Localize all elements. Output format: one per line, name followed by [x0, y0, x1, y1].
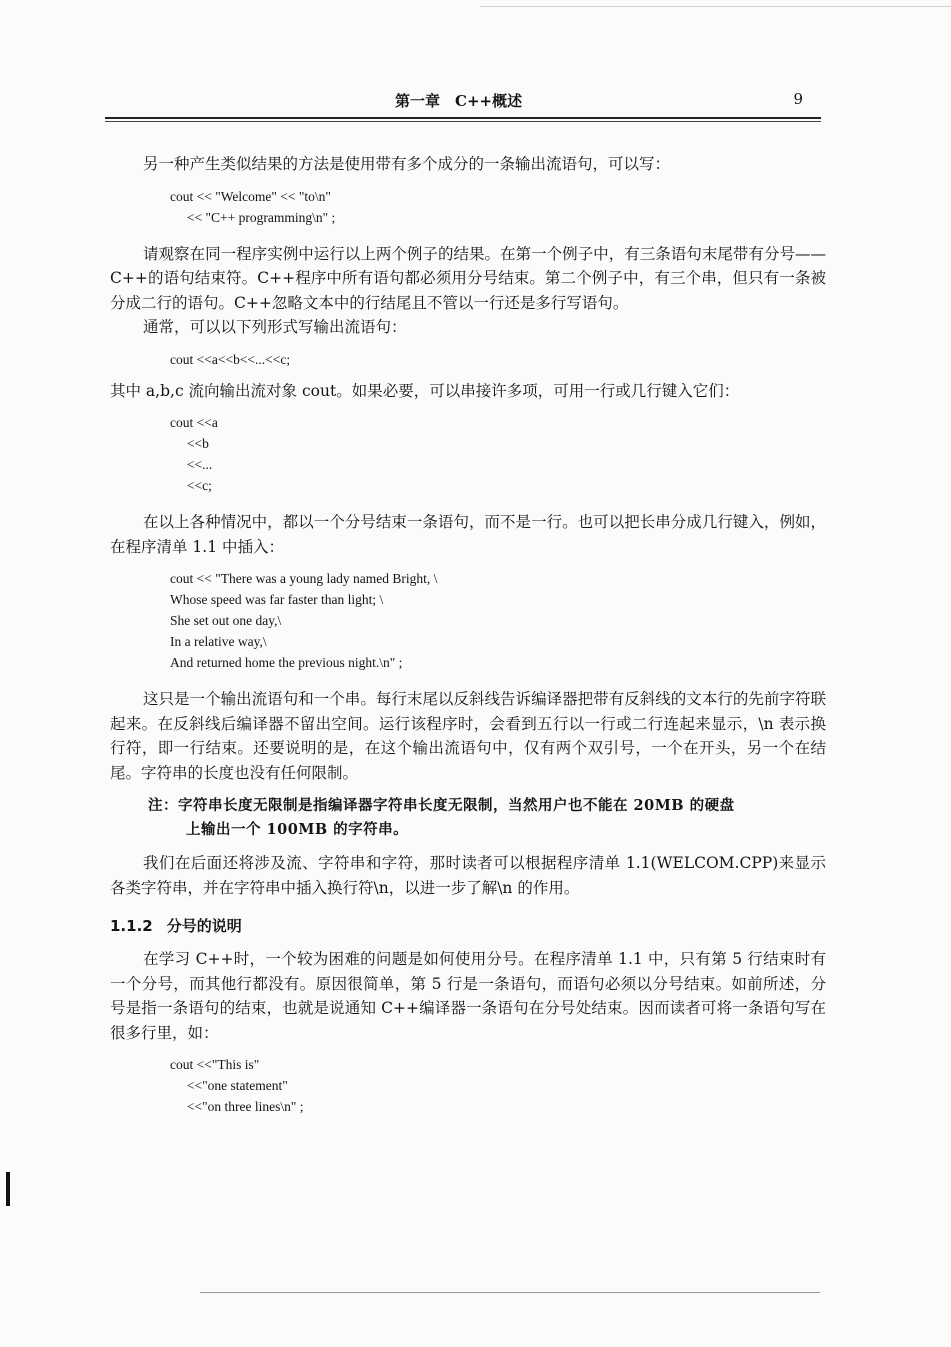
- margin-mark: [6, 1172, 10, 1206]
- page-number: 9: [793, 90, 803, 108]
- code-line: cout << "There was a young lady named Bright, \: [170, 571, 438, 586]
- code-line: And returned home the previous night.\n" ;: [170, 655, 403, 670]
- section-heading: [110, 914, 826, 938]
- code-line: <<b: [170, 436, 209, 451]
- code-line: Whose speed was far faster than light; \: [170, 592, 384, 607]
- note-line-1: 注：字符串长度无限制是指编译器字符串长度无限制，当然用户也不能在 20MB 的硬盘: [148, 797, 735, 814]
- paragraph-1: 另一种产生类似结果的方法是使用带有多个成分的一条输出流语句，可以写：: [143, 155, 671, 173]
- running-header: [105, 90, 821, 112]
- scan-top-line: [480, 6, 951, 7]
- header-rule-thin: [105, 121, 821, 122]
- code-line: cout <<"This is": [170, 1057, 260, 1072]
- chapter-title: 第一章 C++概述: [395, 92, 523, 110]
- code-line: <<"on three lines\n" ;: [170, 1099, 304, 1114]
- code-line: She set out one day,\: [170, 613, 282, 628]
- header-rule-thick: [105, 117, 821, 119]
- code-line: <<...: [170, 457, 213, 472]
- code-line: <<"one statement": [170, 1078, 288, 1093]
- paragraph-4: 其中 a,b,c 流向输出流对象 cout。如果必要，可以串接许多项，可用一行或几行键入它们：: [110, 381, 740, 400]
- page-body: [110, 152, 826, 1117]
- code-line: cout <<a: [170, 415, 218, 430]
- code-block-1: [110, 186, 826, 228]
- paragraph-2: 请观察在同一程序实例中运行以上两个例子的结果。在第一个例子中，有三条语句末尾带有分号——C++的语句结束符。C++程序中所有语句都必须用分号结束。第二个例子中，有三个串，但只有一条被分成二行的语句。C++忽略文本中的行结尾且不管以一行还是多行写语句。: [110, 244, 826, 312]
- code-line: <<c;: [170, 478, 212, 493]
- code-line: cout << "Welcome" << "to\n": [170, 188, 331, 204]
- note-line-2: 上输出一个 100MB 的字符串。: [186, 821, 409, 838]
- section-number: 1.1.2: [110, 917, 153, 935]
- section-title: 分号的说明: [166, 917, 242, 935]
- code-block-2: [110, 349, 826, 370]
- scan-bottom-line: [200, 1292, 820, 1293]
- paragraph-6: 这只是一个输出流语句和一个串。每行末尾以反斜线告诉编译器把带有反斜线的文本行的先前字符联起来。在反斜线后编译器不留出空间。运行该程序时，会看到五行以一行或二行连起来显示，\n 表示换行符，即一行结束。还要说明的是，在这个输出流语句中，仅有两个双引号，一个在开头，另一个在结尾。字符串的长度也没有任何限制。: [110, 690, 826, 782]
- paragraph-3: 通常，可以以下列形式写输出流语句：: [143, 318, 407, 336]
- code-line: cout <<a<<b<<...<<c;: [170, 351, 291, 367]
- code-line: In a relative way,\: [170, 634, 267, 649]
- code-line: << "C++ programming\n" ;: [170, 209, 336, 225]
- code-block-5: [110, 1054, 826, 1117]
- note-block: [110, 794, 826, 842]
- paragraph-5: 在以上各种情况中，都以一个分号结束一条语句，而不是一行。也可以把长串分成几行键入，例如，在程序清单 1.1 中插入：: [110, 513, 826, 556]
- paragraph-8: 在学习 C++时，一个较为困难的问题是如何使用分号。在程序清单 1.1 中，只有第 5 行结束时有一个分号，而其他行都没有。原因很简单，第 5 行是一条语句，而语句必须以分号结束。如前所述，分号是指一条语句的结束，也就是说通知 C++编译器一条语句在分号处结束。因而读者可将一条语句写在很多行里，如：: [110, 950, 826, 1042]
- paragraph-7: 我们在后面还将涉及流、字符串和字符，那时读者可以根据程序清单 1.1(WELCOM.CPP)来显示各类字符串，并在字符串中插入换行符\n，以进一步了解\n 的作用。: [110, 854, 826, 897]
- code-block-4: [110, 568, 826, 673]
- code-block-3: [110, 412, 826, 496]
